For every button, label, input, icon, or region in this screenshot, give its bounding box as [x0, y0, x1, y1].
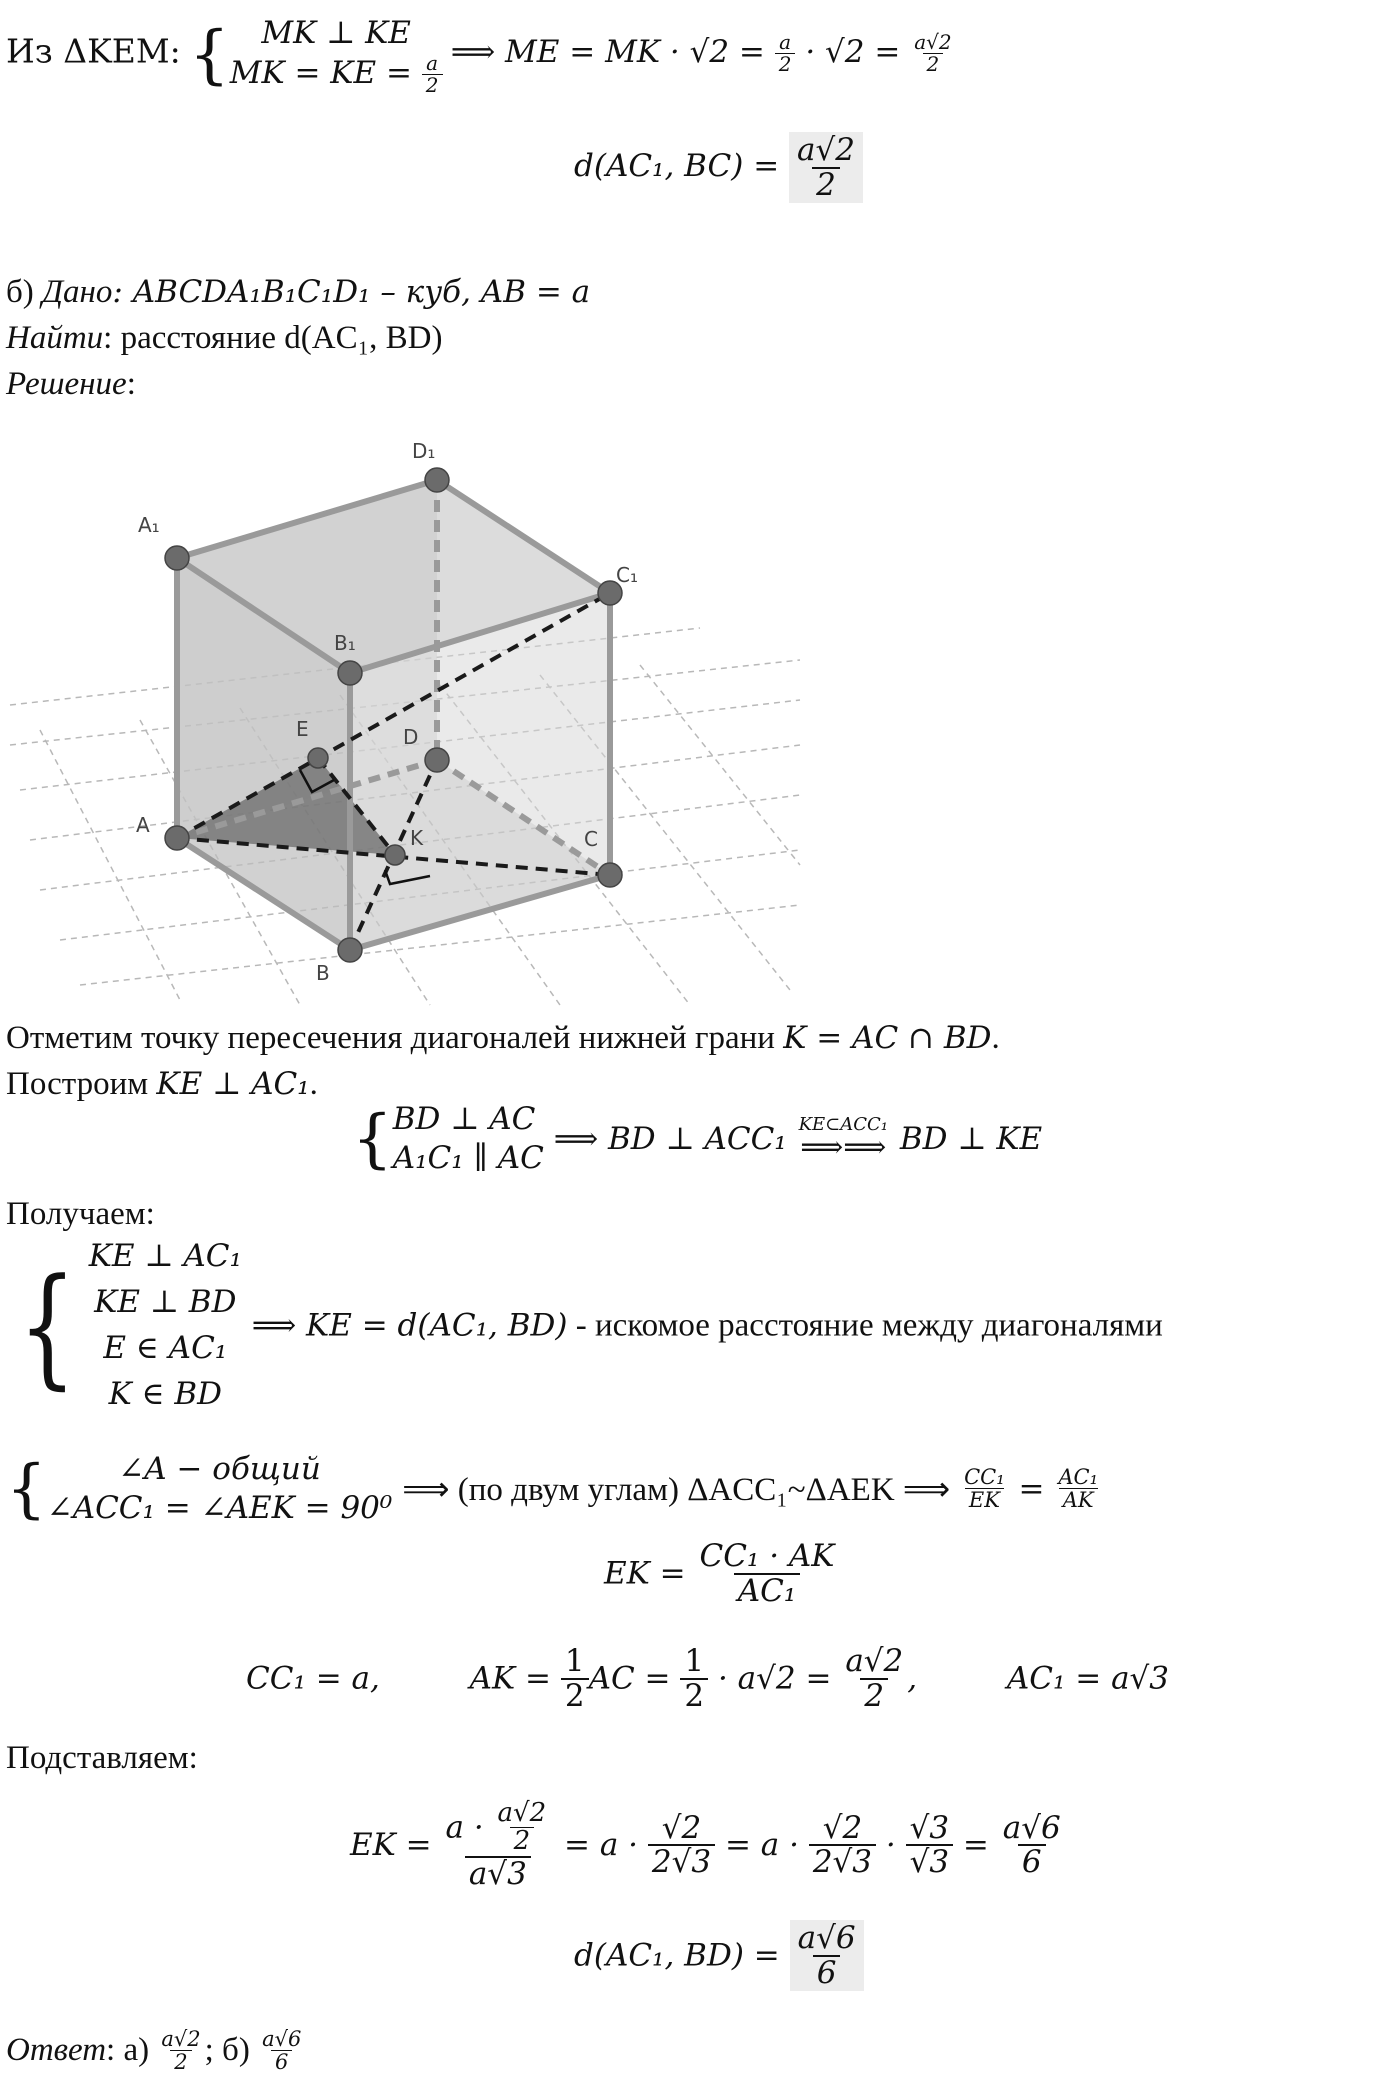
- label-c1: C₁: [616, 563, 638, 587]
- step-2: Построим KE ⊥ AC₁.: [6, 1066, 318, 1102]
- label-e: E: [296, 717, 309, 741]
- part-a-intro: Из ΔKEM:: [6, 31, 181, 71]
- label-k: K: [410, 826, 424, 850]
- label-c: C: [584, 827, 598, 851]
- ek-formula: EK = $\frac{\text{CC₁ · AK}}{\text{AC₁}}$: [604, 1538, 835, 1609]
- solution-line: Решение:: [6, 366, 136, 402]
- cube-figure: [0, 425, 810, 1020]
- kem-line-1: MK ⊥ KE: [261, 15, 411, 51]
- label-d: D: [403, 725, 419, 749]
- label-b1: B₁: [334, 631, 356, 655]
- system-b: { KE ⊥ AC₁ KE ⊥ BD E ∈ AC₁ K ∈ BD ⟹ KE = d(AC₁, BD) - искомое расстояние между диагоналями: [18, 1238, 1163, 1412]
- step-1: Отметим точку пересечения диагоналей нижней грани K = AC ∩ BD.: [6, 1020, 1000, 1056]
- label-a: A: [136, 813, 150, 837]
- system-c: { ∠A − общий ∠ACC₁ = ∠AEK = 90⁰ ⟹ (по двум углам) ΔACC₁~ΔAEK ⟹ $\frac{\text{CC₁}}{EK}$ = $\frac{\text{AC₁}}{AK}$: [6, 1451, 1099, 1526]
- values-line: CC₁ = a, AK = $\frac{1}{2}$ AC = $\frac{1}{2}$ · a√2 = $\frac{a√2}{2}$ , AC₁ = a√3: [246, 1643, 1170, 1714]
- kem-system: { MK ⊥ KE MK = KE = $\frac{a}{2}$: [189, 14, 443, 96]
- given-line: б) Дано: ABCDA₁B₁C₁D₁ – куб, AB = a: [6, 274, 591, 310]
- kem-line-2: MK = KE = $\frac{a}{2}$: [230, 53, 443, 96]
- result-a: d(AC₁, BC) = $\frac{a√2}{2}$: [574, 132, 863, 203]
- label-a1: A₁: [138, 513, 160, 537]
- get-label: Получаем:: [6, 1196, 155, 1232]
- find-line: Найти: расстояние d(AC₁, BD): [6, 320, 443, 356]
- answer-line: Ответ: а) $\frac{a√2}{2}$ ; б) $\frac{a√6}{6}$: [6, 2027, 302, 2075]
- part-a-line: [6, 14, 956, 96]
- result-b: d(AC₁, BD) = $\frac{a√6}{6}$: [574, 1920, 864, 1991]
- system-a: { BD ⊥ AC A₁C₁ ∥ AC ⟹ BD ⊥ ACC₁ KE⊂ACC₁ ⟹⟹ BD ⊥ KE: [352, 1101, 1043, 1176]
- big-formula: EK = a · $\frac{a√2}{2}$ a√3 = a · $\frac{√2}{2√3}$ = a · $\frac{√2}{2√3}$ · $\frac{√3}{√3}$ = $\frac{a√6}{6}$: [350, 1798, 1061, 1892]
- subst-label: Подставляем:: [6, 1740, 198, 1776]
- label-b: B: [316, 961, 330, 985]
- label-d1: D₁: [412, 439, 436, 463]
- me-equation: ⟹ ME = MK · √2 = $\frac{a}{2}$ · √2 = $\frac{a√2}{2}$: [450, 30, 952, 77]
